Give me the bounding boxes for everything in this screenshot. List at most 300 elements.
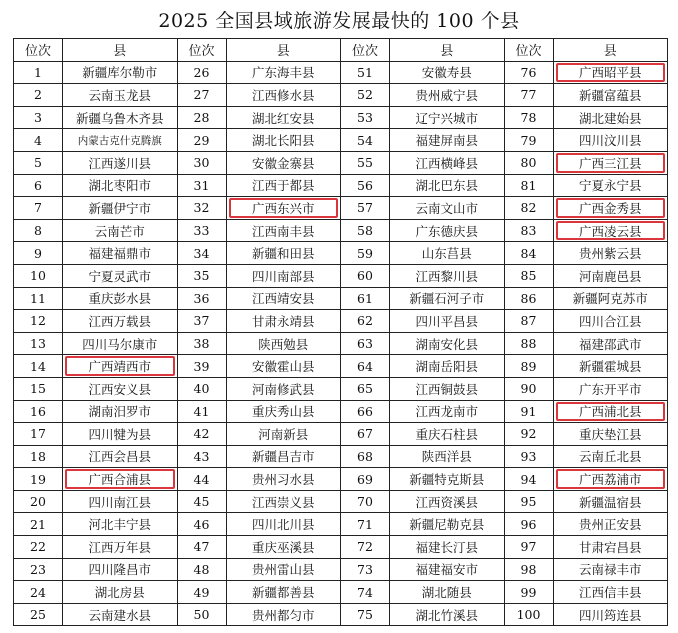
table-row [14, 174, 668, 197]
county-name: 云南文山市 [415, 200, 478, 216]
county-name: 河南新县 [258, 426, 309, 442]
county-cell-highlighted [553, 197, 668, 220]
rank-cell: 95 [504, 490, 553, 513]
county-name: 四川汶川县 [578, 133, 642, 149]
rank-cell: 41 [177, 400, 226, 423]
county-cell [390, 536, 505, 559]
county-cell [226, 445, 341, 468]
county-cell [63, 197, 178, 220]
rank-cell: 28 [177, 106, 226, 129]
county-cell [553, 242, 668, 265]
rank-cell: 51 [341, 61, 390, 84]
county-name: 江西靖安县 [251, 291, 315, 307]
rank-cell: 85 [504, 264, 553, 287]
rank-cell: 19 [14, 468, 63, 491]
rank-cell: 65 [341, 377, 390, 400]
county-name: 江西南丰县 [251, 223, 315, 239]
rank-cell: 36 [177, 287, 226, 310]
table-row [14, 377, 668, 400]
table-row [14, 106, 668, 129]
county-name: 四川北川县 [251, 517, 315, 533]
rank-cell: 26 [177, 61, 226, 84]
rank-cell: 55 [341, 151, 390, 174]
county-cell [390, 490, 505, 513]
county-name: 江西资溪县 [415, 494, 478, 510]
county-name: 贵州习水县 [251, 472, 315, 488]
county-name: 广西三江县 [578, 155, 642, 171]
county-name: 重庆石柱县 [415, 426, 478, 442]
county-name: 四川筠连县 [578, 607, 642, 623]
rank-cell: 7 [14, 197, 63, 220]
header-county: 县 [226, 39, 341, 62]
rank-cell: 14 [14, 355, 63, 378]
table-row [14, 536, 668, 559]
county-name: 四川合江县 [578, 313, 642, 329]
county-cell [63, 151, 178, 174]
rank-cell: 43 [177, 445, 226, 468]
county-cell [390, 423, 505, 446]
county-cell [553, 536, 668, 559]
county-cell-highlighted [553, 151, 668, 174]
county-cell [63, 490, 178, 513]
table-row [14, 84, 668, 107]
county-cell [390, 558, 505, 581]
rank-cell: 18 [14, 445, 63, 468]
county-cell [553, 310, 668, 333]
county-cell [390, 287, 505, 310]
county-cell [553, 377, 668, 400]
rank-cell: 89 [504, 355, 553, 378]
rank-cell: 93 [504, 445, 553, 468]
table-row [14, 603, 668, 626]
county-name: 湖南岳阳县 [415, 359, 478, 375]
county-name: 安徽金寨县 [251, 155, 315, 171]
header-rank: 位次 [341, 39, 390, 62]
table-row [14, 287, 668, 310]
rank-cell: 31 [177, 174, 226, 197]
rank-cell: 81 [504, 174, 553, 197]
rank-cell: 47 [177, 536, 226, 559]
county-cell [63, 242, 178, 265]
rank-cell: 46 [177, 513, 226, 536]
county-name: 新疆阿克苏市 [572, 291, 648, 307]
table-row [14, 581, 668, 604]
county-name: 宁夏灵武市 [88, 268, 151, 284]
ranking-table [13, 38, 668, 626]
county-cell [63, 332, 178, 355]
county-cell [63, 400, 178, 423]
county-name: 新疆昌吉市 [251, 449, 315, 465]
county-cell [63, 603, 178, 626]
county-name: 江西龙南市 [415, 404, 478, 420]
rank-cell: 77 [504, 84, 553, 107]
county-cell [226, 581, 341, 604]
county-cell [63, 287, 178, 310]
county-cell [63, 445, 178, 468]
county-name: 江西横峰县 [415, 155, 478, 171]
county-cell [226, 377, 341, 400]
rank-cell: 80 [504, 151, 553, 174]
rank-cell: 94 [504, 468, 553, 491]
county-cell [226, 287, 341, 310]
county-cell [390, 84, 505, 107]
rank-cell: 96 [504, 513, 553, 536]
county-cell [553, 581, 668, 604]
table-row [14, 310, 668, 333]
rank-cell: 33 [177, 219, 226, 242]
rank-cell: 56 [341, 174, 390, 197]
county-name: 福建长汀县 [415, 539, 478, 555]
rank-cell: 78 [504, 106, 553, 129]
rank-cell: 75 [341, 603, 390, 626]
rank-cell: 62 [341, 310, 390, 333]
county-cell-highlighted [226, 197, 341, 220]
county-cell [226, 558, 341, 581]
rank-cell: 11 [14, 287, 63, 310]
table-body [14, 61, 668, 626]
county-cell [553, 490, 668, 513]
county-cell [226, 310, 341, 333]
county-cell [226, 129, 341, 152]
county-name: 重庆巫溪县 [251, 539, 315, 555]
county-cell [553, 513, 668, 536]
county-cell [390, 219, 505, 242]
county-cell [226, 490, 341, 513]
county-cell [226, 242, 341, 265]
county-cell [226, 423, 341, 446]
county-name: 广东海丰县 [251, 65, 315, 81]
county-name: 江西安义县 [88, 381, 151, 397]
rank-cell: 15 [14, 377, 63, 400]
county-cell [553, 423, 668, 446]
rank-cell: 4 [14, 129, 63, 152]
county-name: 江西修水县 [251, 87, 315, 103]
county-cell [553, 445, 668, 468]
county-name: 新疆伊宁市 [88, 200, 151, 216]
table-row [14, 355, 668, 378]
county-name: 四川马尔康市 [82, 336, 158, 352]
county-name: 重庆秀山县 [251, 404, 315, 420]
county-name: 河北丰宁县 [88, 517, 151, 533]
header-county: 县 [553, 39, 668, 62]
county-name: 辽宁兴城市 [415, 110, 478, 126]
county-name: 四川犍为县 [88, 426, 151, 442]
rank-cell: 42 [177, 423, 226, 446]
table-row [14, 219, 668, 242]
rank-cell: 86 [504, 287, 553, 310]
county-name: 广西靖西市 [88, 359, 151, 375]
rank-cell: 58 [341, 219, 390, 242]
county-name: 新疆石河子市 [409, 291, 485, 307]
rank-cell: 88 [504, 332, 553, 355]
county-cell [226, 106, 341, 129]
rank-cell: 39 [177, 355, 226, 378]
rank-cell: 3 [14, 106, 63, 129]
county-name: 新疆尼勒克县 [409, 517, 485, 533]
rank-cell: 1 [14, 61, 63, 84]
rank-cell: 17 [14, 423, 63, 446]
county-cell [390, 445, 505, 468]
county-name: 广西昭平县 [578, 65, 642, 81]
county-name: 陕西勉县 [258, 336, 309, 352]
county-name: 江西黎川县 [415, 268, 478, 284]
table-row [14, 129, 668, 152]
rank-cell: 63 [341, 332, 390, 355]
rank-cell: 79 [504, 129, 553, 152]
county-cell [226, 332, 341, 355]
county-name: 江西会昌县 [88, 449, 151, 465]
county-cell [390, 513, 505, 536]
rank-cell: 10 [14, 264, 63, 287]
rank-cell: 84 [504, 242, 553, 265]
rank-cell: 69 [341, 468, 390, 491]
county-cell [226, 61, 341, 84]
county-name: 重庆垫江县 [578, 426, 642, 442]
county-cell [63, 513, 178, 536]
rank-cell: 52 [341, 84, 390, 107]
county-name: 甘肃永靖县 [251, 313, 315, 329]
county-name: 湖北竹溪县 [415, 607, 478, 623]
county-name: 云南丘北县 [578, 449, 642, 465]
rank-cell: 98 [504, 558, 553, 581]
county-cell [553, 558, 668, 581]
rank-cell: 97 [504, 536, 553, 559]
rank-cell: 35 [177, 264, 226, 287]
county-name: 湖北红安县 [251, 110, 315, 126]
county-cell [63, 581, 178, 604]
rank-cell: 16 [14, 400, 63, 423]
county-name: 新疆乌鲁木齐县 [75, 110, 164, 126]
rank-cell: 38 [177, 332, 226, 355]
county-name: 云南芒市 [94, 223, 145, 239]
rank-cell: 82 [504, 197, 553, 220]
table-header-row [14, 39, 668, 62]
table-row [14, 197, 668, 220]
county-cell [390, 61, 505, 84]
rank-cell: 23 [14, 558, 63, 581]
county-name: 湖北枣阳市 [88, 178, 151, 194]
county-name: 江西铜鼓县 [415, 381, 478, 397]
county-name: 湖北房县 [94, 585, 145, 601]
table-row [14, 490, 668, 513]
county-name: 宁夏永宁县 [578, 178, 642, 194]
rank-cell: 53 [341, 106, 390, 129]
rank-cell: 71 [341, 513, 390, 536]
rank-cell: 25 [14, 603, 63, 626]
county-name: 贵州紫云县 [578, 246, 642, 262]
county-name: 湖北巴东县 [415, 178, 478, 194]
rank-cell: 92 [504, 423, 553, 446]
rank-cell: 50 [177, 603, 226, 626]
rank-cell: 99 [504, 581, 553, 604]
county-name: 四川南部县 [251, 268, 315, 284]
county-name: 新疆温宿县 [578, 494, 642, 510]
rank-cell: 5 [14, 151, 63, 174]
table-row [14, 242, 668, 265]
table-row [14, 423, 668, 446]
county-cell [553, 603, 668, 626]
rank-cell: 90 [504, 377, 553, 400]
county-name: 广东开平市 [578, 381, 642, 397]
rank-cell: 27 [177, 84, 226, 107]
rank-cell: 54 [341, 129, 390, 152]
county-cell [63, 423, 178, 446]
rank-cell: 2 [14, 84, 63, 107]
county-cell [63, 129, 178, 152]
rank-cell: 73 [341, 558, 390, 581]
county-cell [226, 84, 341, 107]
rank-cell: 70 [341, 490, 390, 513]
county-name: 福建福鼎市 [88, 246, 151, 262]
county-cell-highlighted [553, 61, 668, 84]
county-cell [226, 513, 341, 536]
rank-cell: 64 [341, 355, 390, 378]
county-name: 河南鹿邑县 [578, 268, 642, 284]
county-cell [390, 332, 505, 355]
rank-cell: 57 [341, 197, 390, 220]
county-cell [226, 264, 341, 287]
county-name: 重庆彭水县 [88, 291, 151, 307]
county-name: 四川平昌县 [415, 313, 478, 329]
rank-cell: 30 [177, 151, 226, 174]
county-cell [390, 377, 505, 400]
county-cell [553, 332, 668, 355]
county-name: 新疆富蕴县 [578, 87, 642, 103]
rank-cell: 12 [14, 310, 63, 333]
county-name: 云南禄丰市 [578, 562, 642, 578]
table-row [14, 151, 668, 174]
table-row [14, 61, 668, 84]
county-cell [226, 219, 341, 242]
county-cell [226, 468, 341, 491]
header-rank: 位次 [177, 39, 226, 62]
county-cell [390, 310, 505, 333]
county-cell [553, 106, 668, 129]
county-name: 河南修武县 [251, 381, 315, 397]
county-cell-highlighted [553, 219, 668, 242]
county-name: 广西凌云县 [578, 223, 642, 239]
county-name: 新疆特克斯县 [409, 472, 485, 488]
rank-cell: 83 [504, 219, 553, 242]
rank-cell: 8 [14, 219, 63, 242]
county-name: 贵州雷山县 [251, 562, 315, 578]
county-name: 甘肃宕昌县 [578, 539, 642, 555]
county-name: 江西于都县 [251, 178, 315, 194]
county-name: 贵州正安县 [578, 517, 642, 533]
county-cell [553, 287, 668, 310]
rank-cell: 67 [341, 423, 390, 446]
county-cell [63, 84, 178, 107]
county-name: 江西万年县 [88, 539, 151, 555]
county-cell [390, 264, 505, 287]
rank-cell: 34 [177, 242, 226, 265]
table-row [14, 332, 668, 355]
county-name: 广西合浦县 [88, 472, 151, 488]
county-cell [390, 468, 505, 491]
county-name: 江西信丰县 [578, 585, 642, 601]
county-cell [226, 174, 341, 197]
table-row [14, 558, 668, 581]
rank-cell: 76 [504, 61, 553, 84]
table-row [14, 445, 668, 468]
county-name: 山东莒县 [421, 246, 472, 262]
county-name: 广西浦北县 [578, 404, 642, 420]
county-name: 内蒙古克什克腾旗 [77, 134, 162, 147]
county-cell [553, 355, 668, 378]
county-name: 湖北随县 [421, 585, 472, 601]
county-name: 安徽霍山县 [251, 359, 315, 375]
rank-cell: 59 [341, 242, 390, 265]
county-name: 福建邵武市 [578, 336, 642, 352]
county-name: 贵州都匀市 [251, 607, 315, 623]
county-cell [63, 61, 178, 84]
county-cell-highlighted [553, 400, 668, 423]
rank-cell: 6 [14, 174, 63, 197]
county-cell [390, 151, 505, 174]
county-name: 四川隆昌市 [88, 562, 151, 578]
rank-cell: 21 [14, 513, 63, 536]
rank-cell: 20 [14, 490, 63, 513]
rank-cell: 44 [177, 468, 226, 491]
county-cell [390, 400, 505, 423]
county-cell [390, 197, 505, 220]
county-cell [553, 264, 668, 287]
county-cell [226, 603, 341, 626]
rank-cell: 24 [14, 581, 63, 604]
county-name: 云南玉龙县 [88, 87, 151, 103]
county-cell-highlighted [63, 468, 178, 491]
rank-cell: 37 [177, 310, 226, 333]
county-cell [390, 355, 505, 378]
county-cell [226, 536, 341, 559]
county-cell [390, 581, 505, 604]
rank-cell: 32 [177, 197, 226, 220]
table-row [14, 400, 668, 423]
county-name: 广西金秀县 [578, 200, 642, 216]
table-row [14, 513, 668, 536]
county-cell [63, 106, 178, 129]
county-cell-highlighted [553, 468, 668, 491]
county-name: 福建屏南县 [415, 133, 478, 149]
rank-cell: 91 [504, 400, 553, 423]
county-cell [63, 377, 178, 400]
rank-cell: 9 [14, 242, 63, 265]
table-row [14, 468, 668, 491]
county-cell [226, 355, 341, 378]
county-cell [63, 310, 178, 333]
county-cell [390, 242, 505, 265]
county-name: 湖南汨罗市 [88, 404, 151, 420]
rank-cell: 40 [177, 377, 226, 400]
county-cell [390, 106, 505, 129]
county-name: 广东德庆县 [415, 223, 478, 239]
county-cell [63, 536, 178, 559]
county-name: 湖南安化县 [415, 336, 478, 352]
county-name: 陕西洋县 [421, 449, 472, 465]
county-name: 贵州威宁县 [415, 87, 478, 103]
county-cell [553, 129, 668, 152]
county-cell [390, 174, 505, 197]
rank-cell: 61 [341, 287, 390, 310]
header-rank: 位次 [504, 39, 553, 62]
county-cell [63, 264, 178, 287]
county-cell [63, 174, 178, 197]
county-name: 江西万载县 [88, 313, 151, 329]
rank-cell: 100 [504, 603, 553, 626]
rank-cell: 22 [14, 536, 63, 559]
county-name: 福建福安市 [415, 562, 478, 578]
county-name: 新疆库尔勒市 [82, 65, 158, 81]
